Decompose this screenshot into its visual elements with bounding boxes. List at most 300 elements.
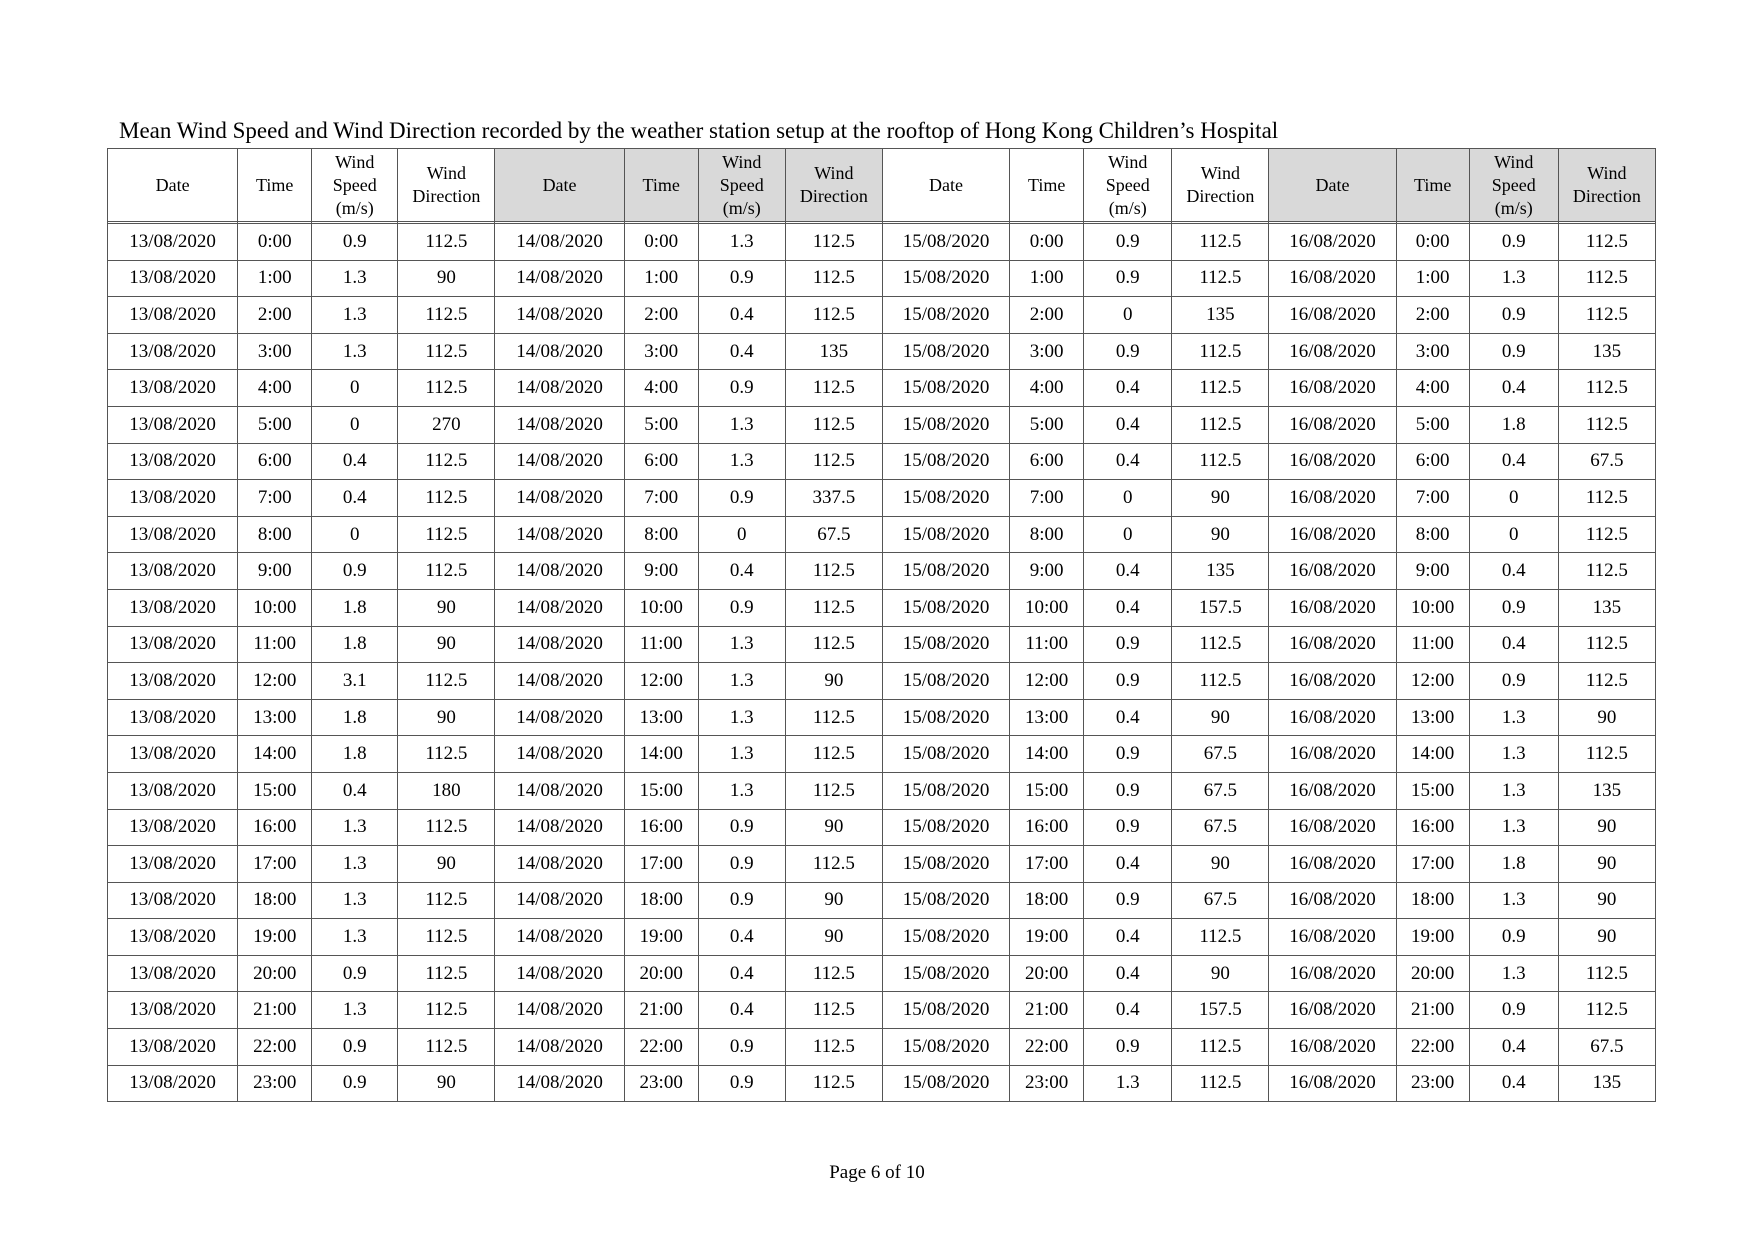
table-cell: 0.4 — [1084, 699, 1172, 736]
table-cell: 20:00 — [624, 955, 698, 992]
table-cell: 15/08/2020 — [882, 224, 1009, 261]
table-cell: 0.4 — [698, 992, 785, 1029]
table-cell: 15/08/2020 — [882, 589, 1009, 626]
table-cell: 112.5 — [1172, 663, 1269, 700]
table-cell: 16/08/2020 — [1269, 480, 1396, 517]
column-header-label: Time — [1413, 174, 1452, 195]
table-row — [108, 663, 1656, 700]
table-cell: 0.4 — [1084, 589, 1172, 626]
table-cell: 90 — [1172, 480, 1269, 517]
table-cell: 23:00 — [624, 1065, 698, 1102]
table-cell: 14/08/2020 — [495, 1065, 624, 1102]
table-cell: 0.9 — [1084, 882, 1172, 919]
table-cell: 13/08/2020 — [108, 846, 238, 883]
column-header-label: Wind Direction — [1572, 163, 1641, 206]
table-cell: 112.5 — [1172, 224, 1269, 261]
table-cell: 16/08/2020 — [1269, 846, 1396, 883]
table-cell: 14/08/2020 — [495, 406, 624, 443]
table-cell: 5:00 — [1010, 406, 1084, 443]
table-cell: 13:00 — [1010, 699, 1084, 736]
table-cell: 19:00 — [238, 919, 312, 956]
table-cell: 0.9 — [698, 882, 785, 919]
table-row — [108, 846, 1656, 883]
table-cell: 112.5 — [398, 919, 495, 956]
table-cell: 0.9 — [1084, 626, 1172, 663]
table-cell: 13/08/2020 — [108, 516, 238, 553]
column-header-label: Wind Speed (m/s) — [332, 151, 377, 218]
table-cell: 1.3 — [312, 333, 398, 370]
table-cell: 16/08/2020 — [1269, 663, 1396, 700]
table-cell: 90 — [1558, 809, 1655, 846]
table-cell: 0.4 — [1469, 553, 1558, 590]
table-cell: 13/08/2020 — [108, 809, 238, 846]
table-row — [108, 1029, 1656, 1066]
table-cell: 21:00 — [1010, 992, 1084, 1029]
table-cell: 112.5 — [398, 516, 495, 553]
table-cell: 0.9 — [698, 480, 785, 517]
table-cell: 0.9 — [1469, 589, 1558, 626]
table-cell: 16/08/2020 — [1269, 370, 1396, 407]
table-row — [108, 480, 1656, 517]
table-cell: 12:00 — [1396, 663, 1469, 700]
table-cell: 0.4 — [1084, 553, 1172, 590]
table-cell: 14/08/2020 — [495, 516, 624, 553]
table-cell: 112.5 — [398, 297, 495, 334]
table-cell: 0 — [698, 516, 785, 553]
table-cell: 14:00 — [1010, 736, 1084, 773]
table-cell: 14/08/2020 — [495, 553, 624, 590]
table-cell: 112.5 — [1558, 736, 1655, 773]
table-cell: 0.9 — [698, 1065, 785, 1102]
table-cell: 90 — [398, 846, 495, 883]
table-cell: 0.4 — [698, 955, 785, 992]
table-cell: 0.4 — [1469, 370, 1558, 407]
table-cell: 1.3 — [1469, 260, 1558, 297]
table-cell: 16/08/2020 — [1269, 553, 1396, 590]
table-cell: 90 — [398, 1065, 495, 1102]
table-cell: 90 — [1558, 882, 1655, 919]
table-cell: 1.3 — [1469, 809, 1558, 846]
table-cell: 0.9 — [1084, 809, 1172, 846]
table-cell: 112.5 — [1172, 919, 1269, 956]
table-row — [108, 224, 1656, 261]
table-cell: 17:00 — [238, 846, 312, 883]
table-cell: 1:00 — [238, 260, 312, 297]
table-cell: 0.9 — [1084, 772, 1172, 809]
table-cell: 0.9 — [1084, 1029, 1172, 1066]
table-cell: 15:00 — [1396, 772, 1469, 809]
table-cell: 16:00 — [1396, 809, 1469, 846]
table-cell: 112.5 — [1172, 443, 1269, 480]
table-cell: 112.5 — [398, 992, 495, 1029]
table-cell: 0.9 — [698, 1029, 785, 1066]
table-cell: 1.8 — [312, 626, 398, 663]
table-cell: 90 — [1172, 516, 1269, 553]
page-title: Mean Wind Speed and Wind Direction recorded by the weather station setup at the rooftop of Hong Kong Children’s Hospital — [119, 118, 1279, 143]
table-cell: 0.9 — [1084, 736, 1172, 773]
table-cell: 0.9 — [1469, 663, 1558, 700]
table-cell: 16/08/2020 — [1269, 955, 1396, 992]
table-cell: 90 — [398, 626, 495, 663]
table-row — [108, 297, 1656, 334]
table-cell: 21:00 — [624, 992, 698, 1029]
table-cell: 19:00 — [1396, 919, 1469, 956]
table-row — [108, 699, 1656, 736]
table-row — [108, 992, 1656, 1029]
table-cell: 14:00 — [238, 736, 312, 773]
column-header — [238, 149, 312, 222]
table-cell: 112.5 — [1172, 260, 1269, 297]
table-cell: 20:00 — [1010, 955, 1084, 992]
table-cell: 0.9 — [1084, 260, 1172, 297]
column-header — [1172, 149, 1269, 222]
table-cell: 270 — [398, 406, 495, 443]
table-cell: 4:00 — [238, 370, 312, 407]
table-cell: 0.9 — [312, 1029, 398, 1066]
table-cell: 0.9 — [1084, 224, 1172, 261]
table-cell: 18:00 — [1396, 882, 1469, 919]
table-cell: 16/08/2020 — [1269, 992, 1396, 1029]
table-cell: 0.9 — [312, 553, 398, 590]
table-cell: 0.9 — [312, 1065, 398, 1102]
table-cell: 112.5 — [1172, 370, 1269, 407]
table-row — [108, 882, 1656, 919]
table-cell: 18:00 — [624, 882, 698, 919]
table-cell: 1.3 — [312, 809, 398, 846]
table-cell: 15/08/2020 — [882, 370, 1009, 407]
table-cell: 90 — [785, 919, 882, 956]
table-cell: 2:00 — [238, 297, 312, 334]
table-cell: 13/08/2020 — [108, 919, 238, 956]
table-cell: 1.3 — [1469, 699, 1558, 736]
table-body — [108, 222, 1656, 1102]
table-cell: 1.3 — [698, 626, 785, 663]
table-cell: 17:00 — [624, 846, 698, 883]
table-cell: 112.5 — [785, 1065, 882, 1102]
table-cell: 13:00 — [238, 699, 312, 736]
table-cell: 90 — [785, 882, 882, 919]
page-number: Page 6 of 10 — [829, 1162, 925, 1183]
table-cell: 19:00 — [1010, 919, 1084, 956]
table-cell: 13/08/2020 — [108, 955, 238, 992]
table-cell: 22:00 — [1396, 1029, 1469, 1066]
table-cell: 90 — [1172, 846, 1269, 883]
table-cell: 112.5 — [398, 443, 495, 480]
table-cell: 14/08/2020 — [495, 955, 624, 992]
table-cell: 15/08/2020 — [882, 882, 1009, 919]
table-cell: 14/08/2020 — [495, 224, 624, 261]
table-cell: 13/08/2020 — [108, 882, 238, 919]
table-cell: 112.5 — [398, 370, 495, 407]
table-cell: 12:00 — [1010, 663, 1084, 700]
table-cell: 14/08/2020 — [495, 846, 624, 883]
table-cell: 337.5 — [785, 480, 882, 517]
table-cell: 0:00 — [624, 224, 698, 261]
table-cell: 15:00 — [1010, 772, 1084, 809]
table-cell: 1.8 — [1469, 846, 1558, 883]
table-cell: 112.5 — [785, 955, 882, 992]
table-cell: 0.9 — [698, 809, 785, 846]
table-cell: 112.5 — [398, 736, 495, 773]
table-cell: 0 — [1469, 516, 1558, 553]
table-cell: 112.5 — [785, 1029, 882, 1066]
table-cell: 16/08/2020 — [1269, 589, 1396, 626]
table-cell: 112.5 — [785, 406, 882, 443]
table-cell: 0 — [312, 370, 398, 407]
table-cell: 15/08/2020 — [882, 626, 1009, 663]
table-cell: 16/08/2020 — [1269, 1029, 1396, 1066]
table-cell: 112.5 — [785, 626, 882, 663]
table-cell: 9:00 — [624, 553, 698, 590]
table-cell: 15/08/2020 — [882, 480, 1009, 517]
table-cell: 18:00 — [1010, 882, 1084, 919]
table-cell: 18:00 — [238, 882, 312, 919]
table-cell: 6:00 — [1010, 443, 1084, 480]
table-cell: 2:00 — [624, 297, 698, 334]
table-row — [108, 333, 1656, 370]
table-row — [108, 772, 1656, 809]
table-cell: 0.9 — [698, 589, 785, 626]
table-cell: 112.5 — [398, 480, 495, 517]
table-cell: 16/08/2020 — [1269, 1065, 1396, 1102]
table-cell: 5:00 — [1396, 406, 1469, 443]
column-header-label: Date — [929, 174, 964, 195]
table-cell: 112.5 — [785, 553, 882, 590]
table-cell: 112.5 — [1558, 626, 1655, 663]
table-cell: 112.5 — [398, 333, 495, 370]
table-cell: 0.9 — [698, 370, 785, 407]
table-cell: 112.5 — [1172, 333, 1269, 370]
table-cell: 13/08/2020 — [108, 333, 238, 370]
table-cell: 12:00 — [624, 663, 698, 700]
table-cell: 1.8 — [312, 699, 398, 736]
table-cell: 112.5 — [785, 297, 882, 334]
table-cell: 90 — [1558, 919, 1655, 956]
table-cell: 15/08/2020 — [882, 516, 1009, 553]
table-cell: 0.9 — [698, 260, 785, 297]
table-cell: 180 — [398, 772, 495, 809]
table-cell: 112.5 — [1558, 260, 1655, 297]
table-cell: 23:00 — [1010, 1065, 1084, 1102]
table-cell: 1.8 — [312, 589, 398, 626]
column-header-label: Date — [1315, 174, 1350, 195]
table-cell: 90 — [785, 809, 882, 846]
table-cell: 14/08/2020 — [495, 1029, 624, 1066]
table-cell: 3:00 — [238, 333, 312, 370]
table-cell: 112.5 — [1558, 297, 1655, 334]
table-cell: 14/08/2020 — [495, 736, 624, 773]
table-cell: 8:00 — [238, 516, 312, 553]
table-cell: 15/08/2020 — [882, 406, 1009, 443]
table-cell: 1.3 — [698, 443, 785, 480]
table-cell: 0.4 — [1084, 846, 1172, 883]
table-cell: 20:00 — [1396, 955, 1469, 992]
table-cell: 14/08/2020 — [495, 663, 624, 700]
table-cell: 112.5 — [1558, 406, 1655, 443]
table-cell: 9:00 — [1010, 553, 1084, 590]
table-cell: 16/08/2020 — [1269, 626, 1396, 663]
table-cell: 112.5 — [785, 443, 882, 480]
wind-data-table — [107, 148, 1656, 1102]
table-cell: 0.9 — [698, 846, 785, 883]
table-cell: 90 — [1172, 955, 1269, 992]
table-cell: 1:00 — [1010, 260, 1084, 297]
table-cell: 15/08/2020 — [882, 736, 1009, 773]
table-cell: 16/08/2020 — [1269, 260, 1396, 297]
table-cell: 67.5 — [1172, 736, 1269, 773]
table-cell: 1.3 — [312, 882, 398, 919]
table-header-row — [108, 149, 1656, 222]
table-cell: 112.5 — [785, 736, 882, 773]
table-cell: 13/08/2020 — [108, 480, 238, 517]
table-cell: 1.3 — [312, 260, 398, 297]
column-header-label: Time — [642, 174, 680, 195]
table-cell: 12:00 — [238, 663, 312, 700]
table-cell: 0 — [312, 516, 398, 553]
column-header — [624, 149, 698, 222]
table-cell: 112.5 — [785, 992, 882, 1029]
table-cell: 157.5 — [1172, 589, 1269, 626]
table-cell: 1.3 — [312, 992, 398, 1029]
table-row — [108, 626, 1656, 663]
column-header-label: Date — [155, 174, 190, 195]
table-cell: 112.5 — [398, 882, 495, 919]
table-cell: 6:00 — [624, 443, 698, 480]
table-cell: 90 — [1172, 699, 1269, 736]
table-cell: 4:00 — [1010, 370, 1084, 407]
table-cell: 0.4 — [1084, 955, 1172, 992]
table-cell: 90 — [398, 589, 495, 626]
table-cell: 67.5 — [1558, 443, 1655, 480]
table-cell: 14/08/2020 — [495, 772, 624, 809]
table-cell: 1.3 — [1084, 1065, 1172, 1102]
table-cell: 13:00 — [624, 699, 698, 736]
column-header — [1010, 149, 1084, 222]
table-cell: 0.9 — [1084, 663, 1172, 700]
table-cell: 7:00 — [1010, 480, 1084, 517]
table-row — [108, 955, 1656, 992]
table-cell: 90 — [1558, 846, 1655, 883]
table-cell: 15/08/2020 — [882, 297, 1009, 334]
table-cell: 10:00 — [1010, 589, 1084, 626]
table-cell: 0.4 — [698, 297, 785, 334]
table-cell: 90 — [398, 699, 495, 736]
table-cell: 1.3 — [1469, 882, 1558, 919]
table-cell: 17:00 — [1396, 846, 1469, 883]
table-cell: 22:00 — [1010, 1029, 1084, 1066]
table-cell: 112.5 — [398, 955, 495, 992]
table-cell: 0.9 — [1469, 224, 1558, 261]
table-cell: 13/08/2020 — [108, 553, 238, 590]
table-cell: 6:00 — [238, 443, 312, 480]
table-cell: 17:00 — [1010, 846, 1084, 883]
table-cell: 15:00 — [238, 772, 312, 809]
table-cell: 16/08/2020 — [1269, 333, 1396, 370]
table-row — [108, 736, 1656, 773]
table-cell: 0:00 — [1010, 224, 1084, 261]
table-cell: 5:00 — [238, 406, 312, 443]
table-cell: 112.5 — [785, 846, 882, 883]
table-cell: 0.4 — [1084, 406, 1172, 443]
table-cell: 11:00 — [624, 626, 698, 663]
table-cell: 7:00 — [238, 480, 312, 517]
table-cell: 0.4 — [312, 443, 398, 480]
table-cell: 3:00 — [1010, 333, 1084, 370]
table-cell: 14/08/2020 — [495, 919, 624, 956]
table-cell: 7:00 — [1396, 480, 1469, 517]
column-header-label: Wind Speed (m/s) — [719, 151, 764, 218]
table-row — [108, 589, 1656, 626]
table-cell: 15/08/2020 — [882, 809, 1009, 846]
table-cell: 1.3 — [698, 736, 785, 773]
table-cell: 13/08/2020 — [108, 406, 238, 443]
table-cell: 11:00 — [1396, 626, 1469, 663]
table-cell: 15/08/2020 — [882, 955, 1009, 992]
column-header — [1558, 149, 1655, 222]
table-cell: 0.9 — [1469, 992, 1558, 1029]
table-cell: 14/08/2020 — [495, 260, 624, 297]
table-cell: 15/08/2020 — [882, 1065, 1009, 1102]
table-row — [108, 406, 1656, 443]
table-cell: 0.9 — [1469, 297, 1558, 334]
table-cell: 112.5 — [1558, 370, 1655, 407]
table-cell: 0.4 — [1469, 626, 1558, 663]
table-cell: 0 — [1084, 516, 1172, 553]
column-header — [108, 149, 238, 222]
table-row — [108, 260, 1656, 297]
table-cell: 11:00 — [238, 626, 312, 663]
table-cell: 0 — [312, 406, 398, 443]
table-cell: 15/08/2020 — [882, 846, 1009, 883]
table-cell: 4:00 — [1396, 370, 1469, 407]
table-cell: 23:00 — [238, 1065, 312, 1102]
column-header — [398, 149, 495, 222]
table-cell: 157.5 — [1172, 992, 1269, 1029]
column-header — [882, 149, 1009, 222]
table-cell: 112.5 — [785, 370, 882, 407]
table-cell: 0.4 — [1084, 992, 1172, 1029]
table-cell: 67.5 — [785, 516, 882, 553]
table-cell: 16/08/2020 — [1269, 882, 1396, 919]
table-cell: 14/08/2020 — [495, 699, 624, 736]
table-cell: 14/08/2020 — [495, 443, 624, 480]
table-cell: 14:00 — [624, 736, 698, 773]
table-cell: 8:00 — [1396, 516, 1469, 553]
table-cell: 0.4 — [1084, 919, 1172, 956]
table-cell: 16/08/2020 — [1269, 736, 1396, 773]
table-cell: 1.3 — [698, 406, 785, 443]
table-cell: 1.3 — [698, 224, 785, 261]
table-cell: 90 — [398, 260, 495, 297]
table-cell: 0.4 — [1084, 370, 1172, 407]
table-cell: 15:00 — [624, 772, 698, 809]
table-cell: 0:00 — [1396, 224, 1469, 261]
table-cell: 16/08/2020 — [1269, 443, 1396, 480]
table-cell: 1.3 — [1469, 736, 1558, 773]
table-cell: 0.4 — [698, 553, 785, 590]
table-cell: 16/08/2020 — [1269, 406, 1396, 443]
table-cell: 0.4 — [1084, 443, 1172, 480]
table-cell: 0.9 — [1469, 919, 1558, 956]
column-header-label: Time — [256, 174, 294, 195]
table-cell: 0.9 — [1469, 333, 1558, 370]
column-header-label: Wind Direction — [412, 163, 481, 206]
table-cell: 0.4 — [698, 333, 785, 370]
table-cell: 8:00 — [1010, 516, 1084, 553]
table-cell: 112.5 — [1172, 1029, 1269, 1066]
table-cell: 0.4 — [698, 919, 785, 956]
table-cell: 16/08/2020 — [1269, 809, 1396, 846]
